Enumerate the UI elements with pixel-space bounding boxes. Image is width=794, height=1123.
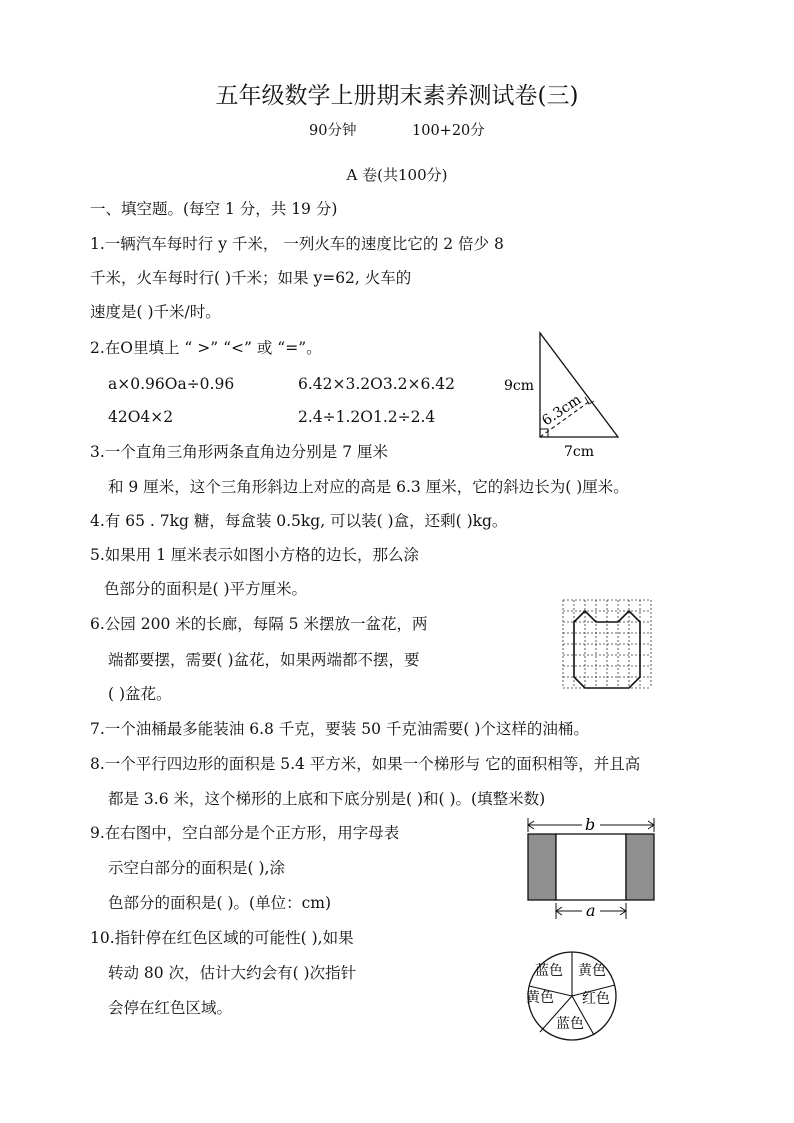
shaded-right-strip — [626, 834, 654, 900]
q9-line2: 示空白部分的面积是( ),涂 — [108, 859, 285, 877]
q6-line3: ( )盆花。 — [108, 685, 172, 703]
spinner-sector-2: 黄色 — [578, 963, 606, 979]
q9-line3: 色部分的面积是( )。(单位：cm) — [108, 894, 331, 912]
q1-line1: 1.一辆汽车每时行 y 千米， 一列火车的速度比它的 2 倍少 8 — [90, 235, 504, 253]
rect-figure — [522, 814, 662, 922]
q10-line3: 会停在红色区域。 — [108, 999, 233, 1017]
q8-line2: 都是 3.6 米，这个梯形的上底和下底分别是( )和( )。(填整米数) — [108, 790, 546, 808]
q5-line1: 5.如果用 1 厘米表示如图小方格的边长，那么涂 — [90, 546, 420, 564]
q4-line1: 4.有 65 . 7kg 糖，每盒装 0.5kg, 可以装( )盒，还剩( )kg。 — [90, 512, 508, 530]
spinner-sector-5: 黄色 — [526, 990, 554, 1006]
q2-item-c: 42O4×2 — [108, 408, 174, 426]
exam-total-score: 100+20分 — [412, 123, 485, 139]
exam-duration: 90分钟 — [309, 123, 357, 139]
q7-line1: 7.一个油桶最多能装油 6.8 千克，要装 50 千克油需要( )个这样的油桶。 — [90, 720, 589, 738]
part1-heading: 一、填空题。(每空 1 分，共 19 分) — [90, 200, 338, 218]
triangle-base-label: 7cm — [564, 444, 595, 460]
triangle-height-label: 6.3cm — [539, 391, 585, 430]
label-a: a — [586, 901, 596, 920]
label-b: b — [585, 815, 596, 834]
q10-line2: 转动 80 次，估计大约会有( )次指针 — [108, 964, 357, 982]
q10-line1: 10.指针停在红色区域的可能性( ),如果 — [90, 929, 354, 947]
grid-figure — [563, 600, 653, 690]
q5-line2: 色部分的面积是( )平方厘米。 — [104, 580, 308, 598]
q2-item-a: a×0.96Oa÷0.96 — [108, 375, 235, 393]
grid-lines — [563, 600, 651, 688]
spinner-sector-1: 蓝色 — [535, 963, 563, 979]
q3-line1: 3.一个直角三角形两条直角边分别是 7 厘米 — [90, 443, 389, 461]
q1-line2: 千米，火车每时行( )千米；如果 y=62, 火车的 — [90, 269, 412, 287]
q1-line3: 速度是( )千米/时。 — [90, 303, 221, 321]
q2-item-d: 2.4÷1.2O1.2÷2.4 — [298, 408, 436, 426]
page-title: 五年级数学上册期末素养测试卷(三) — [215, 83, 579, 109]
spinner-figure — [520, 950, 624, 1042]
q2-item-b: 6.42×3.2O3.2×6.42 — [298, 375, 456, 393]
q2-line1: 2.在O里填上 “ >” “<” 或 “=”。 — [90, 339, 322, 357]
q6-line2: 端都要摆，需要( )盆花，如果两端都不摆，要 — [108, 651, 420, 669]
shaded-left-strip — [528, 834, 556, 900]
section-a-heading: A 卷(共100分) — [346, 166, 448, 184]
spinner-sector-4: 蓝色 — [556, 1016, 584, 1032]
spinner-sector-3: 红色 — [582, 991, 610, 1007]
q3-line2: 和 9 厘米，这个三角形斜边上对应的高是 6.3 厘米，它的斜边长为( )厘米。 — [108, 478, 629, 496]
q6-line1: 6.公园 200 米的长廊，每隔 5 米摆放一盆花，两 — [90, 615, 428, 633]
q9-line1: 9.在右图中，空白部分是个正方形，用字母表 — [90, 824, 400, 842]
triangle-figure — [490, 325, 630, 465]
q8-line1: 8.一个平行四边形的面积是 5.4 平方米，如果一个梯形与 它的面积相等，并且高 — [90, 755, 641, 773]
blank-square — [556, 834, 626, 900]
triangle-side-label: 9cm — [504, 378, 535, 394]
